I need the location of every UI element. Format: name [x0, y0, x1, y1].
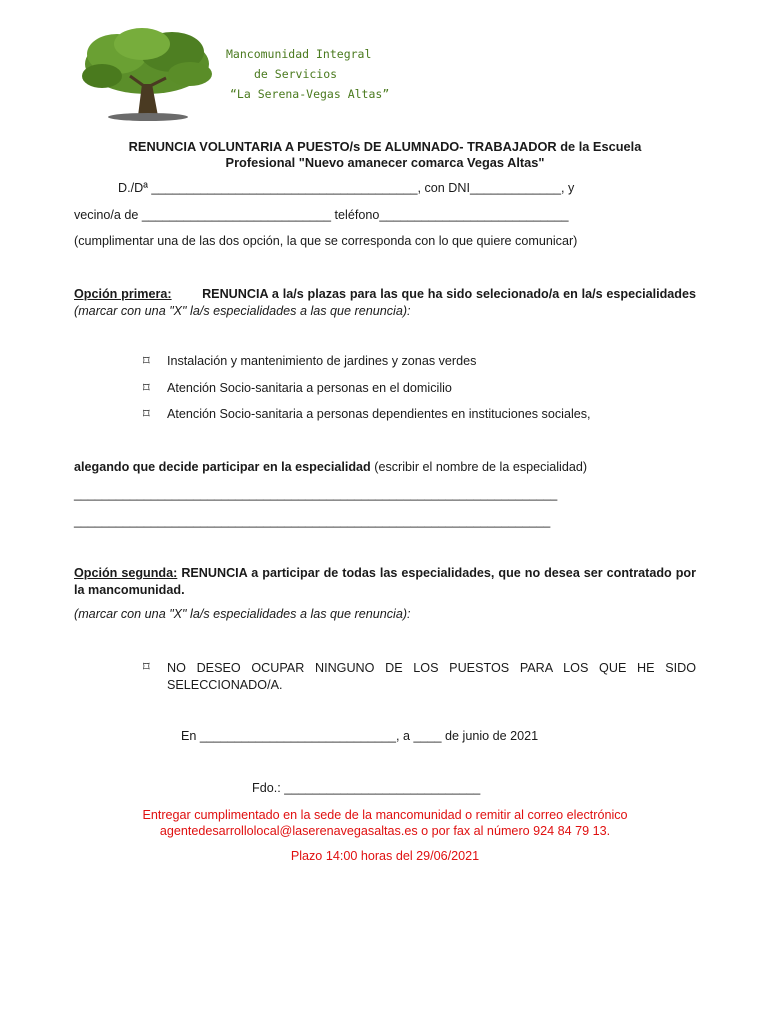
option-1-text: RENUNCIA a la/s plazas para las que ha sido selecionado/a en la/s especialidades: [202, 287, 696, 301]
checkbox-domicilio[interactable]: ⌑: [143, 380, 150, 395]
alleging-line: [74, 460, 587, 474]
checkbox-no-deseo[interactable]: ⌑: [143, 659, 150, 674]
option-2-paragraph: [74, 565, 696, 598]
specialty-blank-1[interactable]: _____________________________________________________________________: [74, 487, 558, 501]
title-line-2: Profesional "Nuevo amanecer comarca Vegas Altas": [225, 155, 545, 170]
option-item-no-deseo: [167, 660, 696, 694]
option-1-paragraph: [74, 286, 696, 319]
org-line-1: Mancomunidad Integral: [226, 47, 372, 61]
option-item-instituciones: Atención Socio-sanitaria a personas dependientes en instituciones sociales,: [167, 407, 591, 421]
option-2-instruction: (marcar con una "X" la/s especialidades a las que renuncia):: [74, 607, 411, 621]
signature-line[interactable]: Fdo.: ____________________________: [252, 781, 481, 795]
option-2-heading: Opción segunda:: [74, 566, 178, 580]
organization-name: [226, 44, 389, 104]
checkbox-instituciones[interactable]: ⌑: [143, 406, 150, 421]
org-line-3: “La Serena-Vegas Altas”: [230, 87, 390, 101]
option-item-domicilio: Atención Socio-sanitaria a personas en el domicilio: [167, 381, 452, 395]
option-2-text: RENUNCIA a participar de todas las especialidades, que no desea ser contratado por la mancomunidad.: [74, 566, 696, 597]
identity-line-1: D./Dª ______________________________________, con DNI_____________, y: [118, 181, 575, 195]
option-1-heading: Opción primera:: [74, 287, 172, 301]
identity-line-2: vecino/a de ___________________________ teléfono___________________________: [74, 208, 569, 222]
option-item-jardines: Instalación y mantenimiento de jardines y zonas verdes: [167, 354, 477, 368]
no-deseo-line-1: NO DESEO OCUPAR NINGUNO DE LOS PUESTOS PARA LOS QUE HE SIDO: [167, 661, 696, 675]
place-date-line[interactable]: En ____________________________, a ____ de junio de 2021: [181, 729, 539, 743]
option-1-instruction: (marcar con una "X" la/s especialidades a las que renuncia):: [74, 303, 411, 318]
document-title: [74, 139, 696, 171]
alleging-bold: alegando que decide participar en la especialidad: [74, 460, 371, 474]
specialty-blank-2[interactable]: ____________________________________________________________________: [74, 514, 551, 528]
alleging-rest: (escribir el nombre de la especialidad): [374, 460, 588, 474]
tree-logo-icon: [72, 24, 222, 124]
title-line-1: RENUNCIA VOLUNTARIA A PUESTO/s DE ALUMNADO- TRABAJADOR de la Escuela: [128, 139, 642, 154]
delivery-line-1: Entregar cumplimentado en la sede de la mancomunidad o remitir al correo electrónico: [142, 808, 628, 822]
deadline-text: Plazo 14:00 horas del 29/06/2021: [290, 849, 480, 863]
checkbox-jardines[interactable]: ⌑: [143, 353, 150, 368]
instruction-text: (cumplimentar una de las dos opción, la que se corresponda con lo que quiere comunicar): [74, 234, 578, 248]
delivery-line-2: agentedesarrollolocal@laserenavegasaltas.es o por fax al número 924 84 79 13.: [159, 823, 611, 838]
org-line-2: de Servicios: [254, 67, 338, 81]
no-deseo-line-2: SELECCIONADO/A.: [167, 678, 283, 692]
delivery-instructions: [74, 808, 696, 839]
